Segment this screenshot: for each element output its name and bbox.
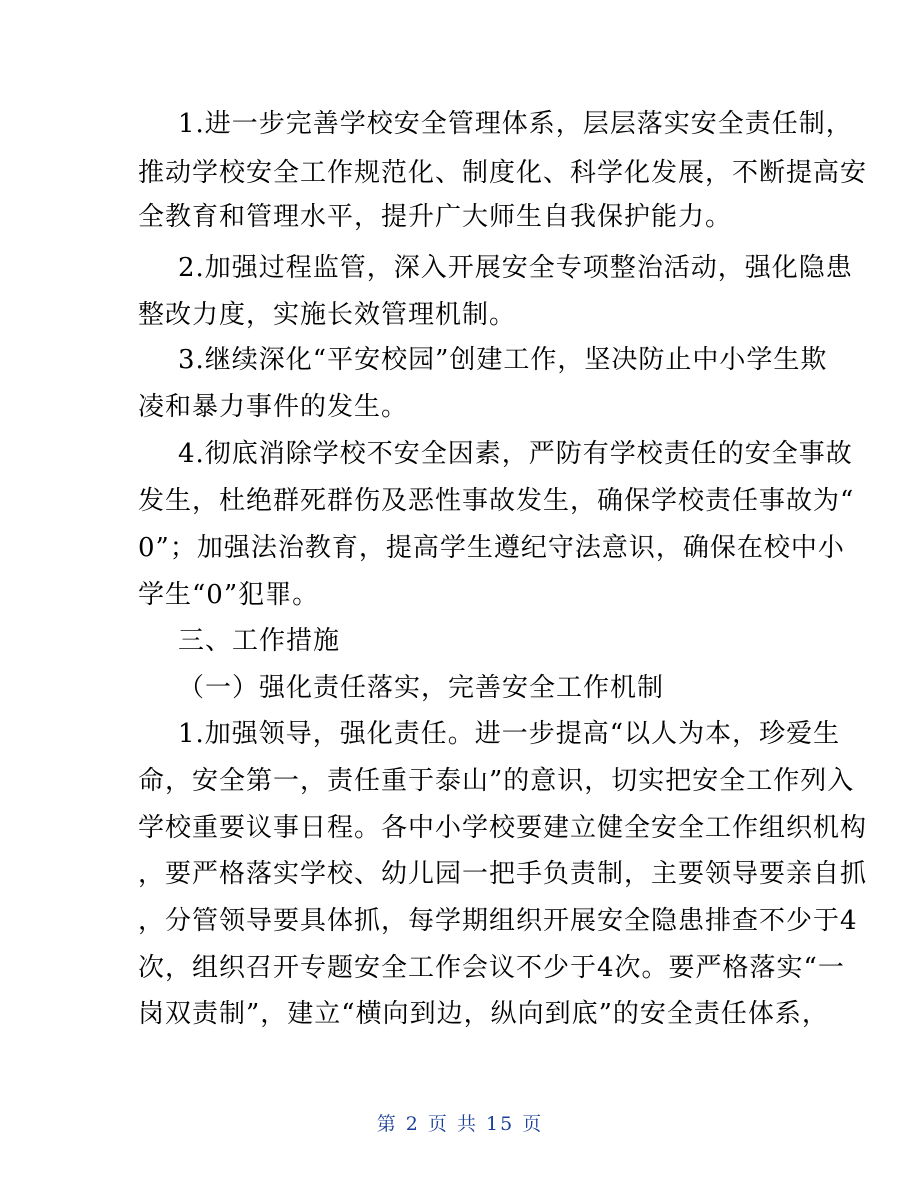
line-4: 2.加强过程监管，深入开展安全专项整治活动，强化隐患 (178, 253, 853, 283)
line-14: 1.加强领导，强化责任。进一步提高“以人为本，珍爱生 (178, 719, 841, 749)
line-9: 发生，杜绝群死群伤及恶性事故发生，确保学校责任事故为“ (138, 486, 855, 516)
line-7: 凌和暴力事件的发生。 (138, 392, 409, 422)
line-16: 学校重要议事日程。各中小学校要建立健全安全工作组织机构 (138, 813, 868, 843)
line-18: ，分管领导要具体抓，每学期组织开展安全隐患排查不少于4 (138, 906, 858, 936)
line-5: 整改力度，实施长效管理机制。 (138, 300, 517, 330)
line-20: 岗双责制”，建立“横向到边，纵向到底”的安全责任体系， (138, 999, 829, 1029)
line-3: 全教育和管理水平，提升广大师生自我保护能力。 (138, 202, 733, 232)
subsection-heading: （一）强化责任落实，完善安全工作机制 (178, 673, 665, 703)
line-11: 学生“0”犯罪。 (138, 580, 320, 610)
page-number-footer: 第 2 页 共 15 页 (376, 1113, 544, 1135)
line-1: 1.进一步完善学校安全管理体系，层层落实安全责任制， (178, 109, 853, 139)
line-2: 推动学校安全工作规范化、制度化、科学化发展，不断提高安 (138, 158, 868, 188)
section-heading: 三、工作措施 (178, 626, 341, 656)
line-15: 命，安全第一，责任重于泰山”的意识，切实把安全工作列入 (138, 766, 855, 796)
line-19: 次，组织召开专题安全工作会议不少于4次。要严格落实“一 (138, 953, 845, 983)
line-8: 4.彻底消除学校不安全因素，严防有学校责任的安全事故 (178, 439, 853, 469)
line-17: ，要严格落实学校、幼儿园一把手负责制，主要领导要亲自抓 (138, 859, 868, 889)
line-10: 0”；加强法治教育，提高学生遵纪守法意识，确保在校中小 (138, 533, 845, 563)
line-6: 3.继续深化“平安校园”创建工作，坚决防止中小学生欺 (178, 345, 828, 375)
